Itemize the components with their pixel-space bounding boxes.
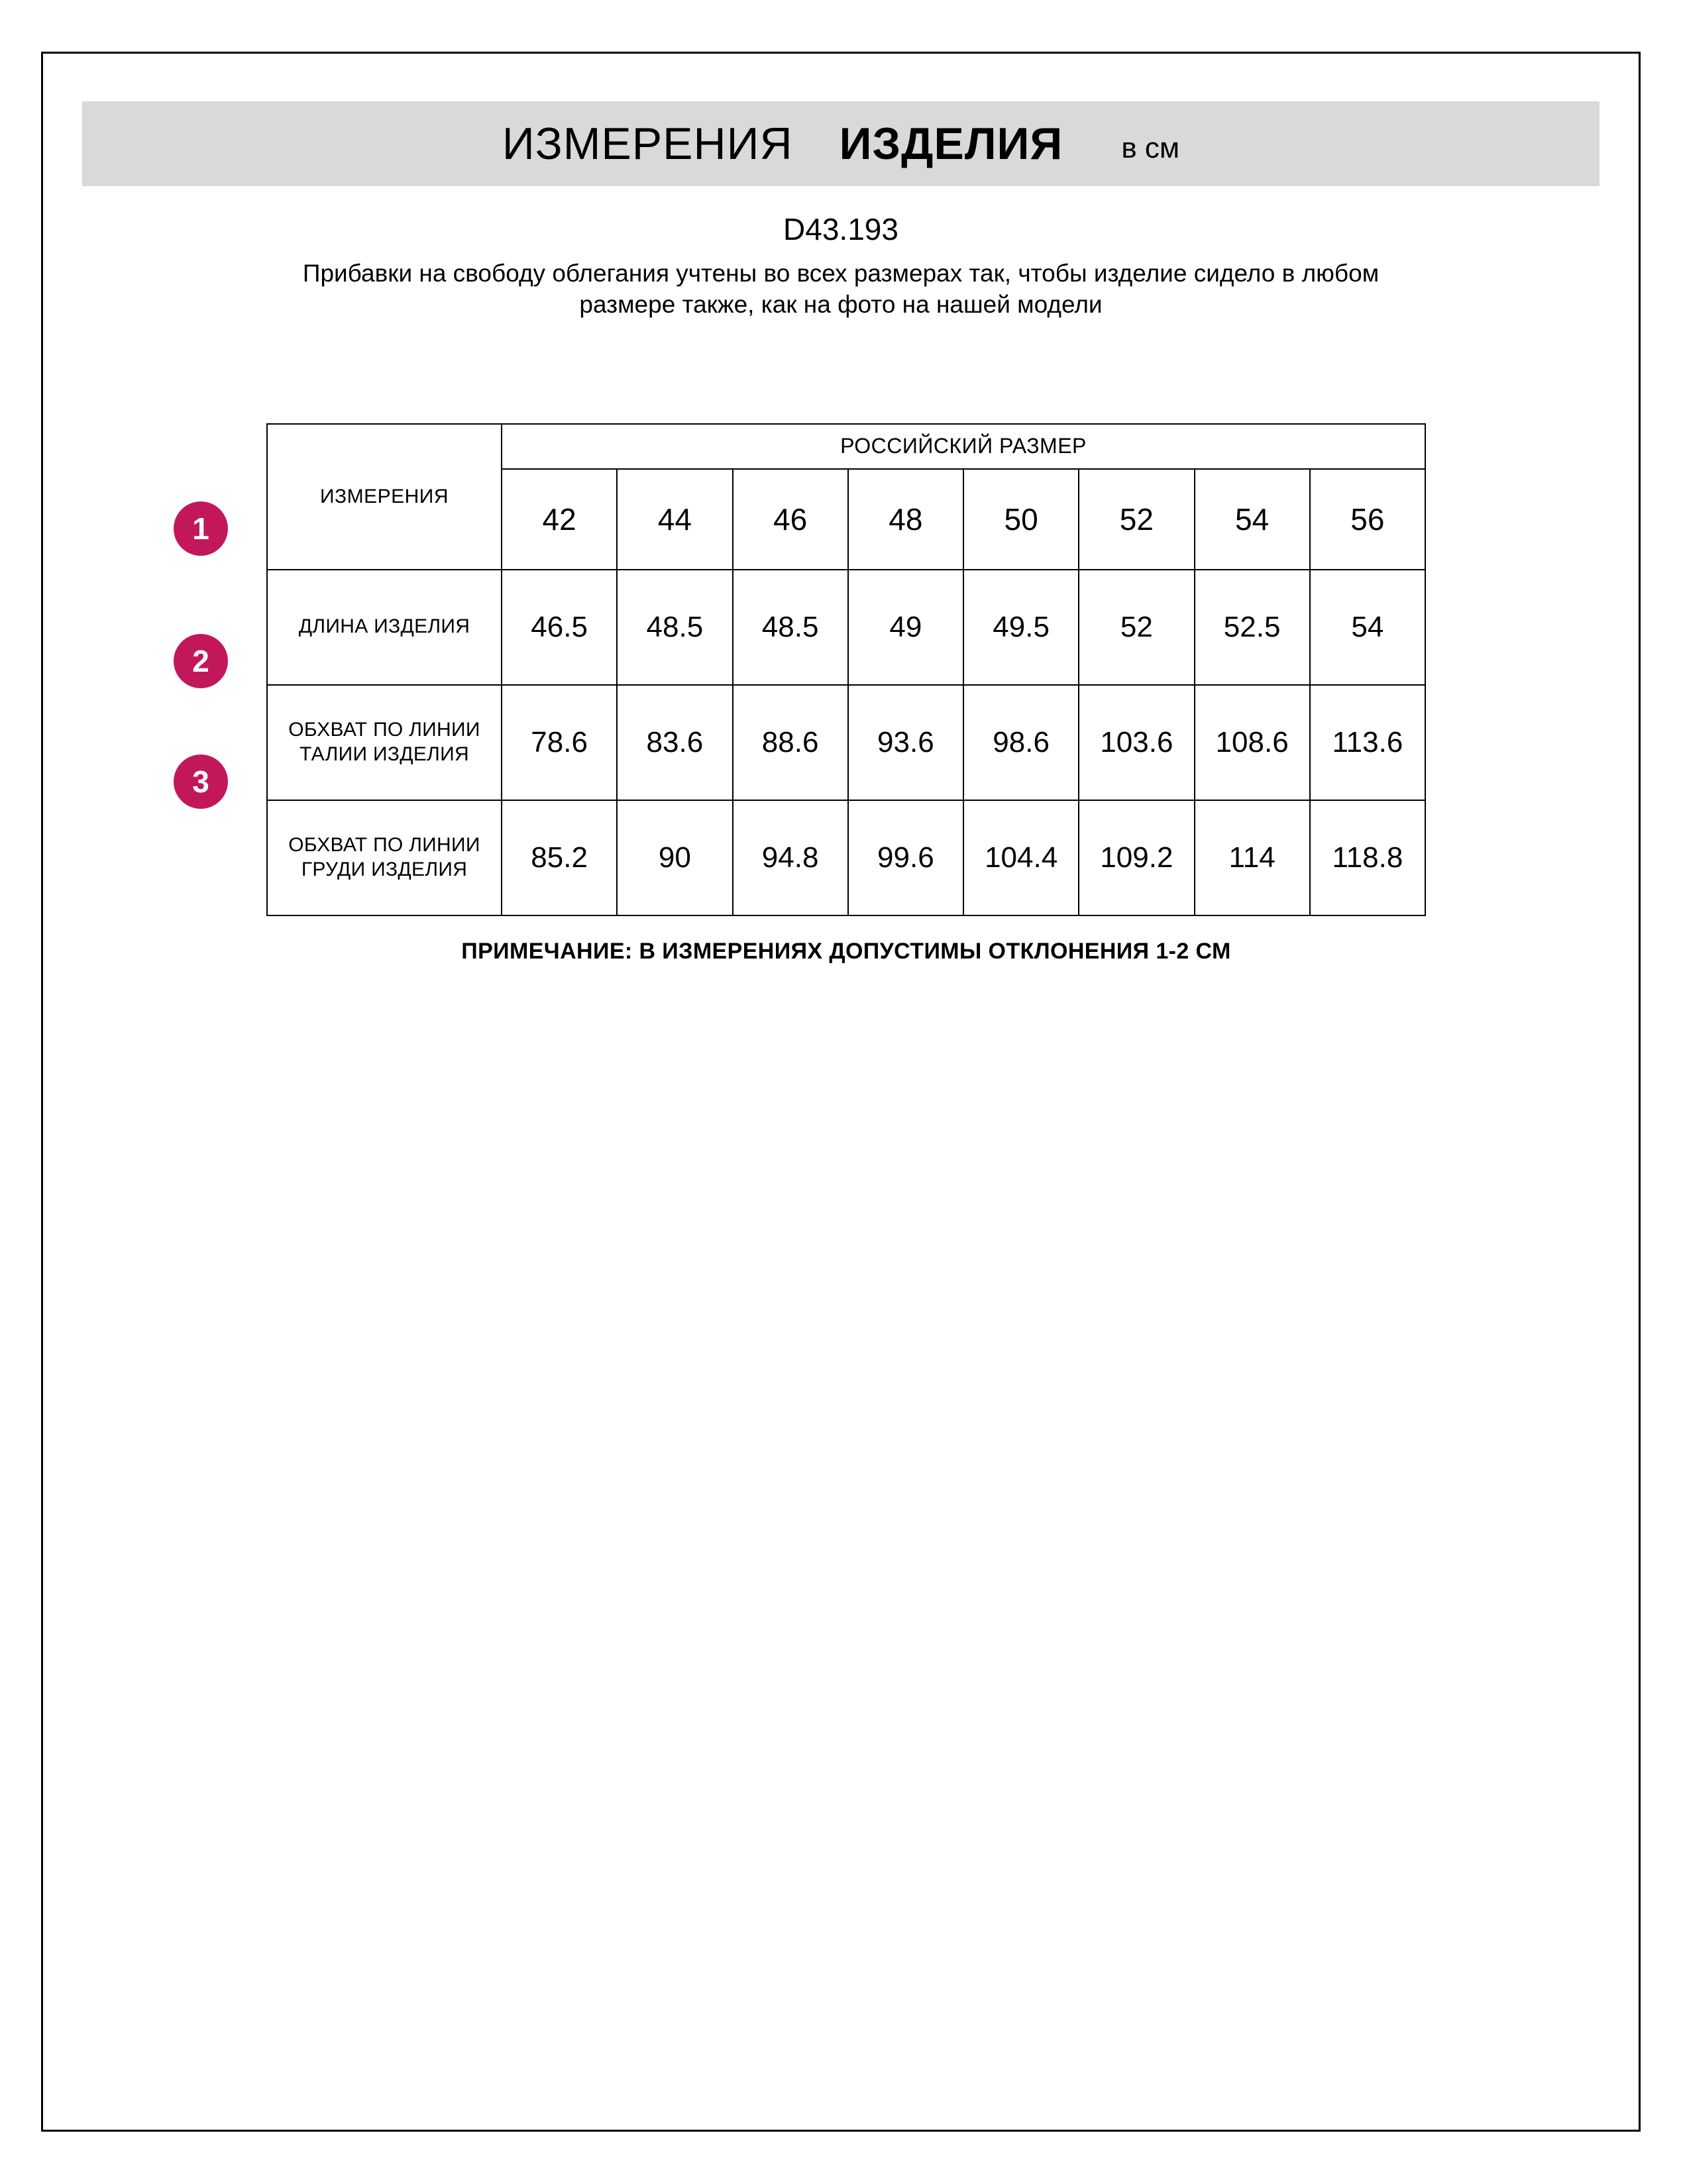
size-column-header: 54 [1195,469,1310,570]
cell-value: 49.5 [963,570,1079,685]
table-corner-label: ИЗМЕРЕНИЯ [267,424,502,570]
cell-value: 99.6 [848,800,963,915]
cell-value: 52.5 [1195,570,1310,685]
cell-value: 85.2 [502,800,617,915]
cell-value: 48.5 [617,570,732,685]
size-column-header: 46 [733,469,848,570]
table-row [267,570,1425,685]
table-header-group-row [267,424,1425,469]
size-column-header: 50 [963,469,1079,570]
page-title-measurements: ИЗМЕРЕНИЯ [502,119,793,169]
page-content [41,52,1641,964]
cell-value: 98.6 [963,685,1079,800]
cell-value: 113.6 [1310,685,1425,800]
cell-value: 78.6 [502,685,617,800]
size-column-header: 42 [502,469,617,570]
cell-value: 48.5 [733,570,848,685]
fit-description: Прибавки на свободу облегания учтены во всех размерах так, чтобы изделие сидело в любом размере также, как на фото на нашей модели [302,260,1380,319]
page-title-product: ИЗДЕЛИЯ [839,119,1063,169]
row-badge-2: 2 [174,634,228,688]
product-code: D43.193 [783,212,898,246]
row-label-length: ДЛИНА ИЗДЕЛИЯ [267,570,502,685]
row-badge-1: 1 [174,501,228,556]
measurements-table-wrap [41,423,1641,964]
page-title-band [82,101,1600,186]
page-title-unit: в см [1121,132,1180,164]
row-label-chest: ОБХВАТ ПО ЛИНИИ ГРУДИ ИЗДЕЛИЯ [267,800,502,915]
row-label-waist: ОБХВАТ ПО ЛИНИИ ТАЛИИ ИЗДЕЛИЯ [267,685,502,800]
cell-value: 114 [1195,800,1310,915]
cell-value: 88.6 [733,685,848,800]
cell-value: 93.6 [848,685,963,800]
measurements-table [266,423,1426,916]
cell-value: 52 [1079,570,1194,685]
cell-value: 109.2 [1079,800,1194,915]
cell-value: 118.8 [1310,800,1425,915]
table-group-header: РОССИЙСКИЙ РАЗМЕР [502,424,1425,469]
size-column-header: 52 [1079,469,1194,570]
table-row [267,800,1425,915]
cell-value: 94.8 [733,800,848,915]
cell-value: 46.5 [502,570,617,685]
measurement-note: ПРИМЕЧАНИЕ: В ИЗМЕРЕНИЯХ ДОПУСТИМЫ ОТКЛОНЕНИЯ 1-2 СМ [461,938,1231,964]
row-badge-3: 3 [174,754,228,809]
size-column-header: 48 [848,469,963,570]
cell-value: 54 [1310,570,1425,685]
cell-value: 83.6 [617,685,732,800]
cell-value: 49 [848,570,963,685]
size-column-header: 56 [1310,469,1425,570]
cell-value: 103.6 [1079,685,1194,800]
table-row [267,685,1425,800]
cell-value: 104.4 [963,800,1079,915]
size-column-header: 44 [617,469,732,570]
cell-value: 108.6 [1195,685,1310,800]
cell-value: 90 [617,800,732,915]
